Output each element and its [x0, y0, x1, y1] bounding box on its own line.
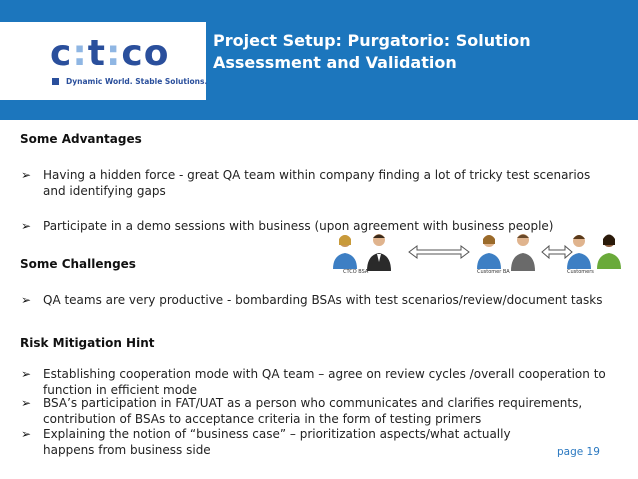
- bullet-item: [20, 293, 610, 309]
- bullet-text: Explaining the notion of “business case” – prioritization aspects/what actually happens from business side: [43, 427, 511, 457]
- bullet-text: Participate in a demo sessions with business (upon agreement with business people): [43, 219, 554, 233]
- bullet-item: [20, 168, 610, 199]
- bullet-text: QA teams are very productive - bombarding BSAs with test scenarios/review/document tasks: [43, 293, 603, 307]
- slide-title: Project Setup: Purgatorio: Solution Assessment and Validation: [213, 31, 531, 72]
- double-arrow-icon: [409, 246, 469, 258]
- double-arrow-icon: [542, 246, 572, 258]
- people-illustration: [327, 233, 627, 273]
- page-number: page 19: [557, 446, 600, 458]
- slide-header: [0, 0, 638, 120]
- person-icon: [333, 235, 357, 269]
- bullet-text: Having a hidden force - great QA team within company finding a lot of tricky test scenarios and identifying gaps: [43, 168, 591, 198]
- stakeholder-diagram: [327, 233, 627, 279]
- section-heading-advantages: Some Advantages: [20, 132, 142, 146]
- diagram-label: CTCO BSA: [343, 269, 369, 275]
- bullet-item: [20, 427, 565, 458]
- bullet-item: [20, 367, 610, 398]
- person-icon: [597, 235, 621, 270]
- arrow-bullet-icon: ➢: [21, 396, 32, 410]
- arrow-bullet-icon: ➢: [21, 168, 32, 182]
- bullet-text: BSA’s participation in FAT/UAT as a person who communicates and clarifies requirements, contribution of BSAs to acceptance criteria in the form of testing primers: [43, 396, 583, 426]
- logo: [0, 22, 206, 100]
- section-heading-challenges: Some Challenges: [20, 257, 136, 271]
- logo-tagline: Dynamic World. Stable Solutions.: [66, 77, 208, 86]
- section-heading-risk-mitigation: Risk Mitigation Hint: [20, 336, 155, 350]
- diagram-label: Customers: [567, 269, 594, 275]
- person-icon: [477, 235, 501, 269]
- logo-square-icon: [52, 78, 59, 85]
- arrow-bullet-icon: ➢: [21, 367, 32, 381]
- logo-wordmark: c:t:co: [50, 33, 170, 74]
- bullet-item: [20, 396, 610, 427]
- person-icon: [367, 234, 391, 271]
- arrow-bullet-icon: ➢: [21, 219, 32, 233]
- diagram-label: Customer BA: [477, 269, 510, 275]
- arrow-bullet-icon: ➢: [21, 293, 32, 307]
- bullet-text: Establishing cooperation mode with QA team – agree on review cycles /overall cooperation to function in efficient mode: [43, 367, 606, 397]
- arrow-bullet-icon: ➢: [21, 427, 32, 441]
- person-icon: [511, 234, 535, 271]
